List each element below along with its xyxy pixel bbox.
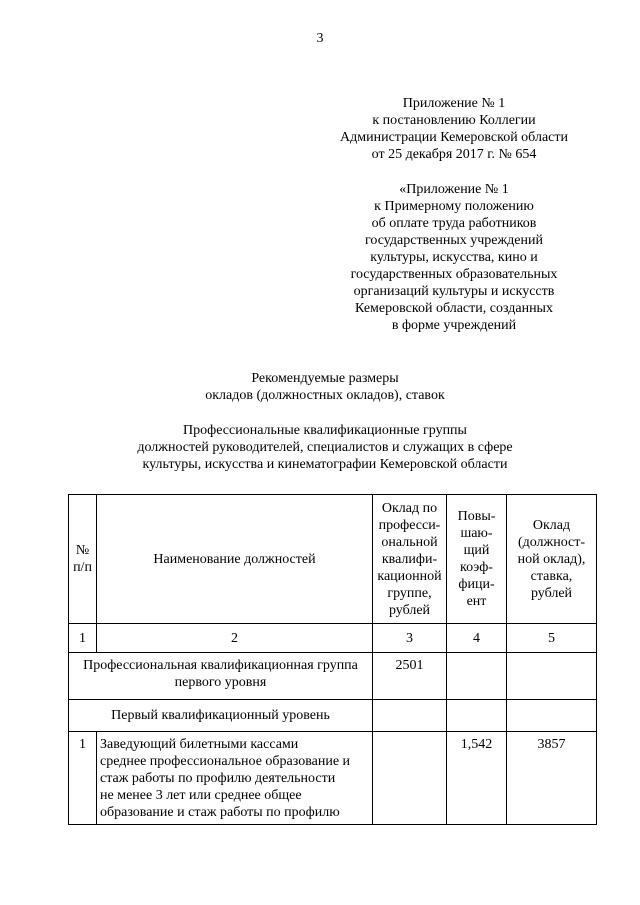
header-name: Наименование должностей <box>97 495 373 624</box>
regulation-appendix-line: организаций культуры и искусств <box>353 284 555 299</box>
qualification-group-label: Профессиональная квалификационная группа первого уровня <box>69 653 373 700</box>
table-row <box>69 732 597 825</box>
column-number: 2 <box>97 624 373 653</box>
row-coefficient: 1,542 <box>447 732 507 825</box>
table-header-row <box>69 495 597 624</box>
row-position-name: Заведующий билетными кассами среднее профессиональное образование и стаж работы по профилю деятельности не менее 3 лет или среднее общее образование и стаж работы по профилю <box>97 732 373 825</box>
document-subtitle <box>80 422 570 473</box>
appendix-header-line: Администрации Кемеровской области <box>340 130 568 145</box>
header-salary: Оклад (должност- ной оклад), ставка, рублей <box>507 495 597 624</box>
regulation-appendix-line: Кемеровской области, созданных <box>355 301 553 316</box>
header-salary-group: Оклад по професси- ональной квалифи- кационной группе, рублей <box>373 495 447 624</box>
regulation-appendix-line: государственных образовательных <box>350 267 558 282</box>
document-subtitle-line: культуры, искусства и кинематографии Кемеровской области <box>142 457 508 472</box>
document-subtitle-line: Профессиональные квалификационные группы <box>183 423 467 438</box>
regulation-appendix-line: в форме учреждений <box>391 318 517 333</box>
regulation-appendix <box>318 181 590 334</box>
document-title-line: окладов (должностных окладов), ставок <box>205 388 445 403</box>
empty-cell <box>507 653 597 700</box>
column-number: 5 <box>507 624 597 653</box>
empty-cell <box>507 700 597 732</box>
regulation-appendix-line: об оплате труда работников <box>371 216 537 231</box>
page-number: 3 <box>316 31 324 46</box>
document-title <box>120 370 530 404</box>
header-num: № п/п <box>69 495 97 624</box>
row-salary-group <box>373 732 447 825</box>
row-salary: 3857 <box>507 732 597 825</box>
regulation-appendix-line: «Приложение № 1 <box>399 182 509 197</box>
appendix-header-line: к постановлению Коллегии <box>372 113 536 128</box>
qualification-group-salary: 2501 <box>373 653 447 700</box>
header-coefficient: Повы- шаю- щий коэф- фици- ент <box>447 495 507 624</box>
appendix-header-line: от 25 декабря 2017 г. № 654 <box>371 147 537 162</box>
appendix-header <box>318 95 590 163</box>
empty-cell <box>373 700 447 732</box>
document-title-line: Рекомендуемые размеры <box>251 371 399 386</box>
qualification-level-row <box>69 700 597 732</box>
empty-cell <box>447 700 507 732</box>
column-number: 3 <box>373 624 447 653</box>
column-number: 4 <box>447 624 507 653</box>
salary-table <box>68 494 597 825</box>
column-number-row <box>69 624 597 653</box>
row-num: 1 <box>69 732 97 825</box>
column-number: 1 <box>69 624 97 653</box>
regulation-appendix-line: государственных учреждений <box>365 233 543 248</box>
qualification-level-label: Первый квалификационный уровень <box>69 700 373 732</box>
empty-cell <box>447 653 507 700</box>
appendix-header-line: Приложение № 1 <box>402 96 506 111</box>
qualification-group-row <box>69 653 597 700</box>
regulation-appendix-line: к Примерному положению <box>374 199 534 214</box>
regulation-appendix-line: культуры, искусства, кино и <box>370 250 538 265</box>
document-subtitle-line: должностей руководителей, специалистов и служащих в сфере <box>137 440 513 455</box>
